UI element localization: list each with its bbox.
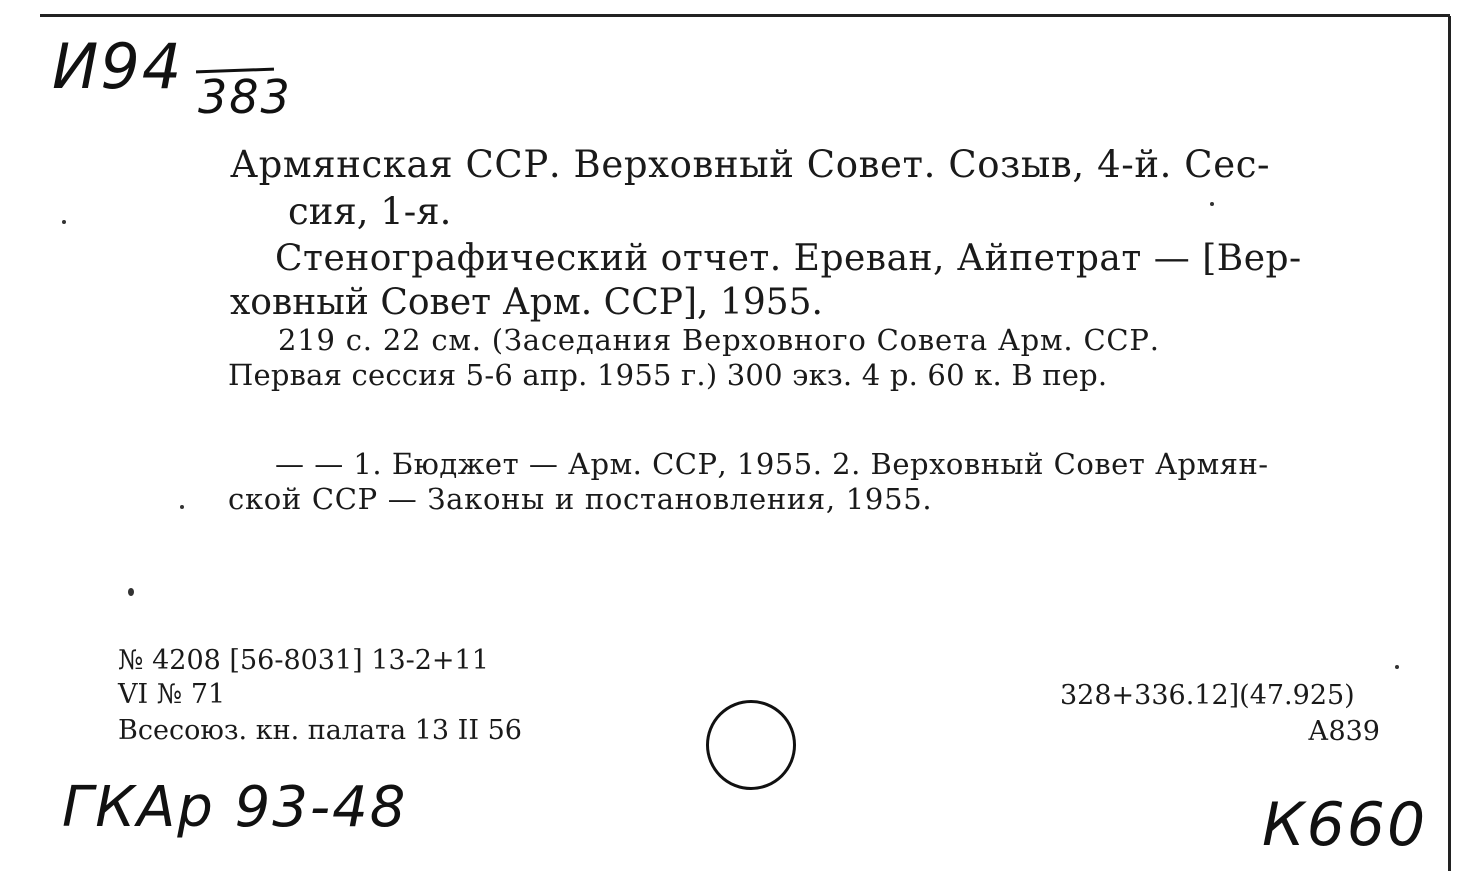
ink-speck [1395,665,1399,669]
heading-line-1: Армянская ССР. Верховный Совет. Созыв, 4-й. Сес- [230,143,1271,186]
ink-speck [1210,202,1214,206]
book-chamber-stamp: Всесоюз. кн. палата 13 II 56 [118,715,522,746]
heading-line-2: сия, 1-я. [288,190,452,233]
handwritten-call-number: И94 [52,30,184,103]
classification-index: 328+336.12](47.925) [1060,680,1355,711]
author-sign: А839 [1308,716,1380,747]
description-line-2: Первая сессия 5-6 апр. 1955 г.) 300 экз. 4 р. 60 к. В пер. [228,358,1108,392]
handwritten-shelf-mark: К660 [1262,790,1428,860]
record-number: № 4208 [56-8031] 13-2+11 [118,645,489,676]
card-punch-hole [706,700,796,790]
title-line-1: Стенографический отчет. Ереван, Айпетрат — [Вер- [275,238,1302,279]
handwritten-call-number-sub: 383 [198,70,292,124]
subjects-line-1: — — 1. Бюджет — Арм. ССР, 1955. 2. Верховный Совет Армян- [275,447,1269,481]
ink-speck [180,505,184,509]
handwritten-inventory-number: ГКАр 93-48 [62,775,408,840]
ink-speck [62,220,66,224]
subjects-line-2: ской ССР — Законы и постановления, 1955. [228,482,933,516]
series-number: VI № 71 [118,679,226,710]
card-top-edge [40,14,1450,17]
description-line-1: 219 с. 22 см. (Заседания Верховного Совета Арм. ССР. [278,323,1160,357]
title-line-2: ховный Совет Арм. ССР], 1955. [230,282,823,323]
ink-speck [128,588,134,596]
card-right-edge [1448,16,1451,871]
